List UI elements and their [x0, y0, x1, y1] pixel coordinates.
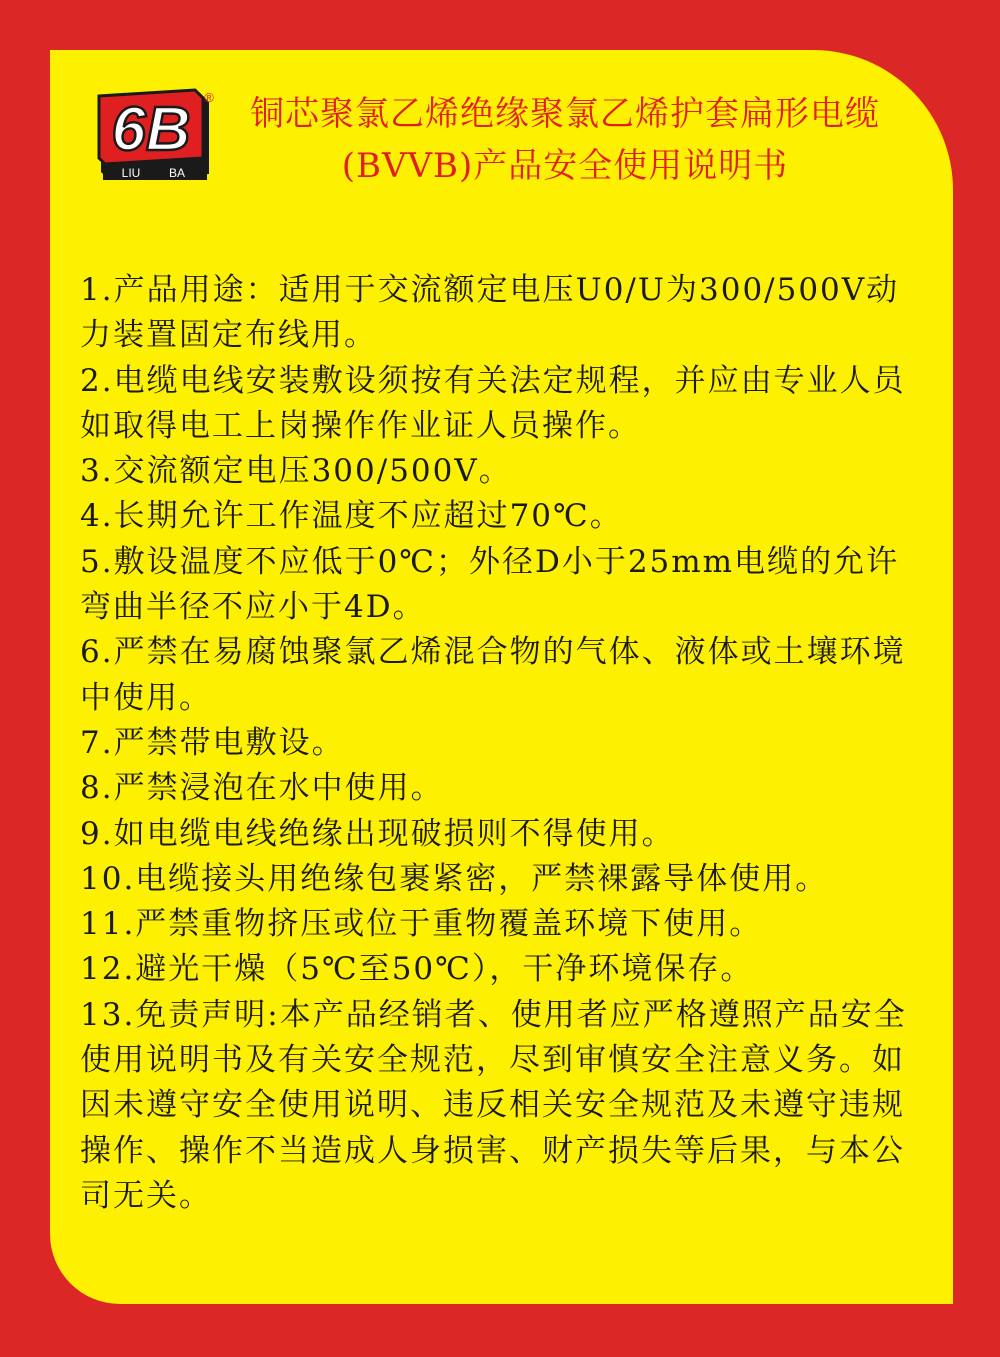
registered-mark: ®	[204, 90, 214, 105]
instruction-item: 1.产品用途：适用于交流额定电压U0/U为300/500V动力装置固定布线用。	[80, 272, 900, 354]
instruction-item: 9.如电缆电线绝缘出现破损则不得使用。	[80, 815, 675, 852]
instruction-item: 13.免责声明:本产品经销者、使用者应严格遵照产品安全使用说明书及有关安全规范，尽到审慎安全注意义务。如因未遵守安全使用说明、违反相关安全规范及未遵守违规操作、操作不当造成人身损害、财产损失等后果，与本公司无关。	[80, 996, 907, 1214]
instruction-item: 4.长期允许工作温度不应超过70℃。	[80, 498, 623, 535]
instruction-item: 10.电缆接头用绝缘包裹紧密，严禁裸露导体使用。	[80, 860, 829, 897]
instruction-list	[80, 268, 930, 1219]
instruction-item: 5.敷设温度不应低于0℃；外径D小于25mm电缆的允许弯曲半径不应小于4D。	[80, 543, 900, 626]
instruction-item: 11.严禁重物挤压或位于重物覆盖环境下使用。	[80, 906, 763, 943]
instruction-item: 8.严禁浸泡在水中使用。	[80, 770, 444, 807]
instruction-item: 2.电缆电线安装敷设须按有关法定规程，并应由专业人员如取得电工上岗操作作业证人员操作。	[80, 362, 906, 444]
instruction-item: 12.避光干燥（5℃至50℃），干净环境保存。	[80, 951, 754, 988]
logo-word-left: LIU	[121, 166, 141, 180]
instruction-item: 3.交流额定电压300/500V。	[80, 453, 512, 490]
logo-word-right: BA	[168, 166, 186, 180]
document-title	[225, 88, 905, 192]
liuba-logo	[95, 88, 215, 184]
logo-mark: 6B	[111, 95, 191, 164]
instruction-item: 6.严禁在易腐蚀聚氯乙烯混合物的气体、液体或土壤环境中使用。	[80, 634, 906, 716]
title-line-1: 铜芯聚氯乙烯绝缘聚氯乙烯护套扁形电缆	[250, 94, 880, 134]
instruction-panel	[50, 50, 953, 1304]
title-line-2: (BVVB)产品安全使用说明书	[341, 146, 789, 186]
instruction-item: 7.严禁带电敷设。	[80, 724, 345, 761]
